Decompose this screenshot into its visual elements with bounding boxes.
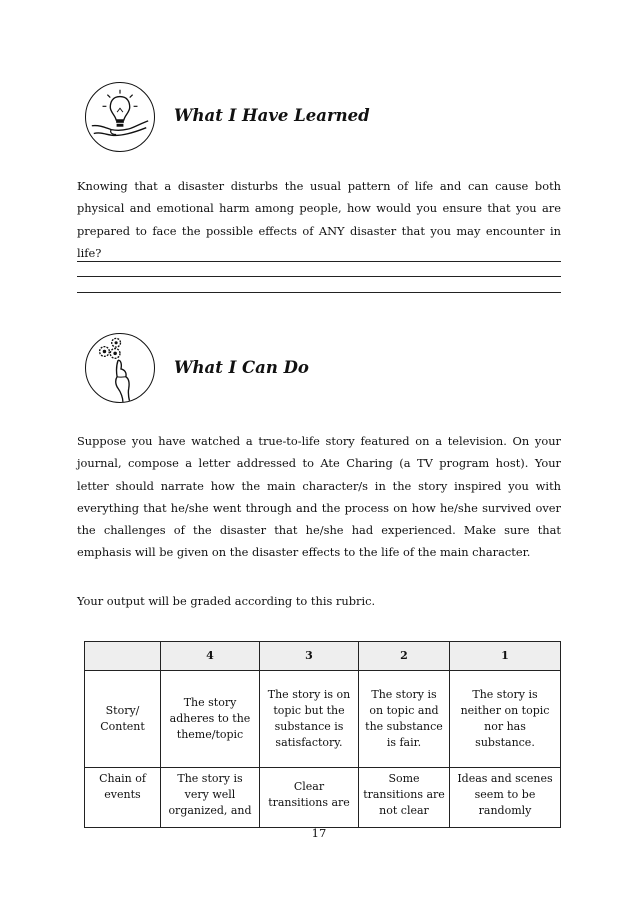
rubric-cell: The story is neither on topic nor has substance. (450, 671, 561, 768)
rubric-header-1: 1 (450, 642, 561, 671)
answer-line[interactable] (77, 261, 561, 262)
can-do-header (85, 333, 565, 407)
lightbulb-in-hand-icon (85, 82, 155, 152)
rubric-header-row (85, 642, 561, 671)
rubric-cell: The story adheres to the theme/topic (161, 671, 260, 768)
learned-paragraph: Knowing that a disaster disturbs the usual pattern of life and can cause both physical and emotional harm among people, how would you ensure that you are prepared to face the possible effects of ANY disaster that you may encounter in life? (77, 179, 561, 260)
can-do-title: What I Can Do (174, 358, 309, 377)
gears-on-finger-icon (85, 333, 155, 403)
rubric-header-4: 4 (161, 642, 260, 671)
rubric-cell: Clear transitions are (260, 768, 359, 828)
rubric-cell: Ideas and scenes seem to be randomly (450, 768, 561, 828)
rubric-criterion: Story/ Content (85, 671, 161, 768)
page-number: 17 (311, 826, 327, 840)
rubric-cell: The story is on topic and the substance is fair. (359, 671, 450, 768)
rubric-note: Your output will be graded according to this rubric. (77, 594, 376, 608)
learned-header (85, 82, 565, 156)
rubric-header-blank (85, 642, 161, 671)
rubric-header-3: 3 (260, 642, 359, 671)
rubric-criterion: Chain of events (85, 768, 161, 828)
answer-line[interactable] (77, 292, 561, 293)
learned-title: What I Have Learned (174, 106, 370, 125)
rubric-table (84, 641, 561, 828)
table-row (85, 671, 561, 768)
rubric-cell: Some transitions are not clear (359, 768, 450, 828)
rubric-cell: The story is very well organized, and (161, 768, 260, 828)
rubric-header-2: 2 (359, 642, 450, 671)
can-do-paragraph: Suppose you have watched a true-to-life story featured on a television. On your journal, compose a letter addressed to Ate Charing (a TV program host). Your letter should narrate how the main character/s in the story inspired you with everything that he/she went through and the process on how he/she survived over the challenges of the disaster that he/she had experienced. Make sure that emphasis will be given on the disaster effects to the life of the main character. (77, 434, 561, 560)
rubric-cell: The story is on topic but the substance is satisfactory. (260, 671, 359, 768)
answer-line[interactable] (77, 276, 561, 277)
table-row (85, 768, 561, 828)
